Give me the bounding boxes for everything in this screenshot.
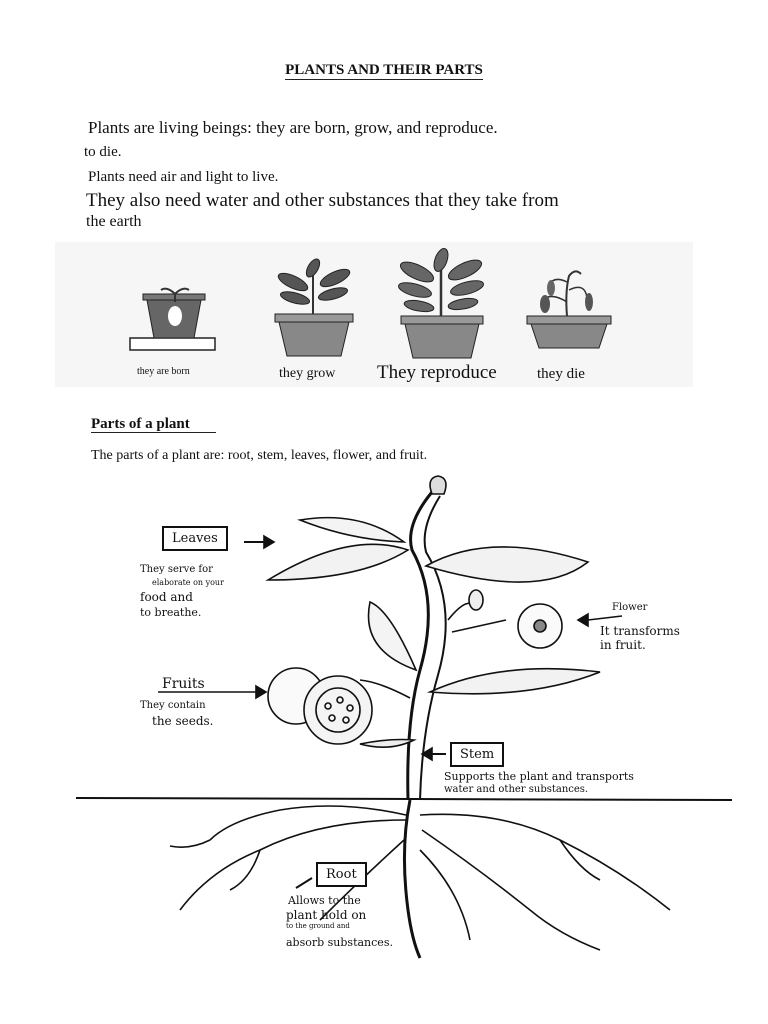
life-stages-panel [55, 242, 693, 387]
stage-label-reproduce: They reproduce [377, 362, 497, 383]
flower-desc-2: in fruit. [600, 638, 646, 652]
section-heading: Parts of a plant [91, 416, 216, 433]
seedling-pot-icon [130, 289, 215, 350]
stage-label-born: they are born [137, 366, 190, 377]
root-desc-4: absorb substances. [286, 936, 393, 949]
root-label-box: Root [316, 862, 367, 887]
fruits-desc-2: the seeds. [152, 714, 214, 728]
leaves-desc-2: elaborate on your [152, 578, 224, 587]
young-plant-pot-icon [275, 257, 353, 356]
root-desc-3: to the ground and [286, 922, 350, 930]
wilted-plant-pot-icon [527, 271, 611, 348]
stem-desc-2: water and other substances. [444, 784, 589, 795]
leaves-desc-3: food and [140, 590, 193, 604]
root-desc-1: Allows to the [288, 894, 361, 907]
intro-line-2: to die. [84, 144, 122, 160]
flower-label: Flower [612, 602, 648, 613]
flowering-plant-pot-icon [397, 247, 485, 358]
stage-label-die: they die [537, 366, 585, 382]
intro-line-3: Plants need air and light to live. [88, 169, 279, 185]
fruits-label: Fruits [162, 676, 205, 692]
intro-line-5: the earth [86, 213, 142, 230]
section-text: The parts of a plant are: root, stem, leaves, flower, and fruit. [91, 448, 428, 463]
leaves-desc-4: to breathe. [140, 606, 202, 619]
leaves-label-box: Leaves [162, 526, 228, 551]
page-title: PLANTS AND THEIR PARTS [285, 62, 483, 78]
stem-label-box: Stem [450, 742, 504, 767]
stem-desc-1: Supports the plant and transports [444, 770, 634, 783]
root-desc-2: plant hold on [286, 908, 367, 922]
flower-desc-1: It transforms [600, 624, 680, 638]
intro-line-4: They also need water and other substances that they take from [86, 190, 559, 211]
leaves-desc-1: They serve for [140, 564, 213, 575]
intro-line-1: Plants are living beings: they are born, grow, and reproduce. [88, 118, 498, 137]
plant-parts-diagram [60, 470, 750, 960]
stage-label-grow: they grow [279, 366, 336, 381]
fruits-desc-1: They contain [140, 700, 206, 711]
